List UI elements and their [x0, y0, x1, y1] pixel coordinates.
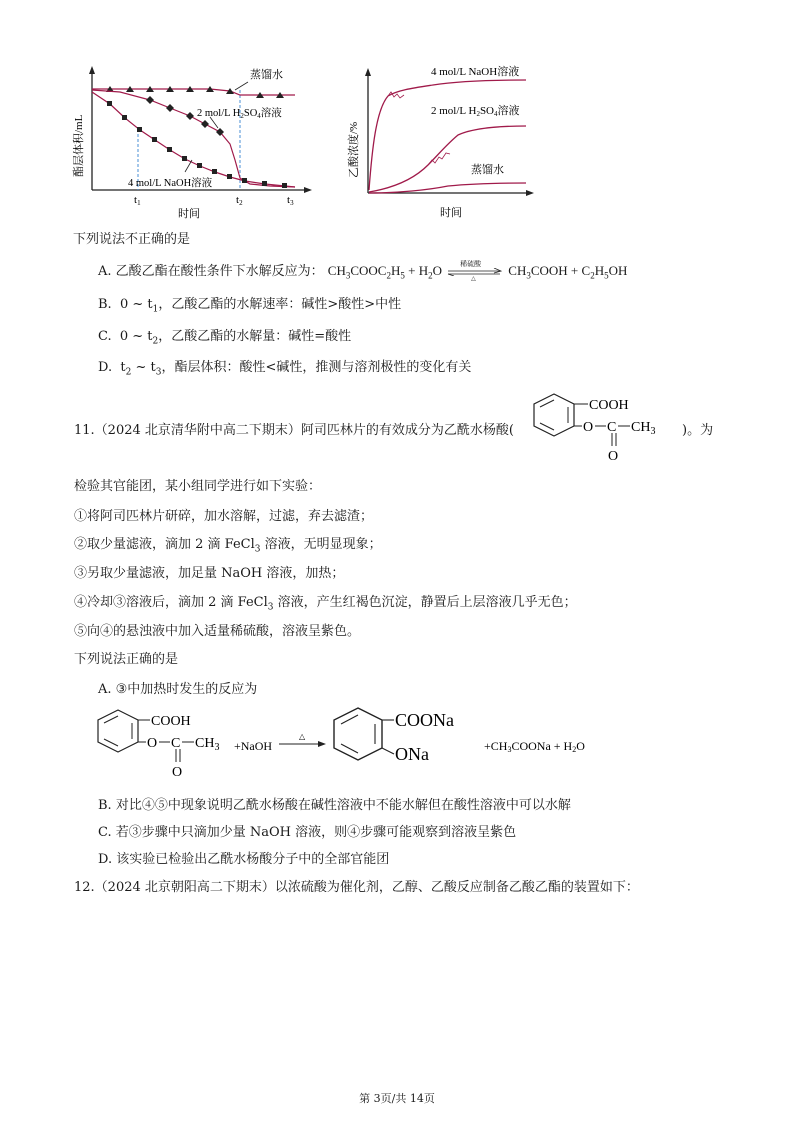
chart2-label-h2so4: 2 mol/L H2SO4溶液 — [431, 105, 520, 118]
arrow-bottom-label: △ — [471, 275, 476, 282]
aspirin-o: O — [583, 420, 594, 435]
product-rest: +CH3COONa + H2O — [484, 739, 585, 754]
reactant-ch3: $CH_3$ — [195, 736, 220, 753]
aspirin-ch3: $CH_3$ — [631, 420, 656, 437]
chart2-label-naoh: 4 mol/L NaOH溶液 — [431, 66, 520, 78]
q11-option-d: D. 该实验已检验出乙酰水杨酸分子中的全部官能团 — [98, 852, 390, 867]
q11-step-4: ④冷却③溶液后，滴加 2 滴 FeCl$_3$ 溶液，产生红褐色沉淀，静置后上层溶液几乎无色； — [74, 595, 577, 613]
arrow-icon — [318, 741, 326, 747]
chart-ester-volume — [70, 62, 320, 222]
aspirin-carbonyl-o: O — [608, 449, 619, 464]
q11-stem-part2: )。为 — [682, 423, 714, 438]
q10-stem: 下列说法不正确的是 — [73, 232, 191, 247]
page-footer: 第 3页/共 14页 — [359, 1092, 435, 1105]
chart1-label-naoh: 4 mol/L NaOH溶液 — [128, 178, 213, 189]
chart1-label-h2so4: 2 mol/L H2SO4溶液 — [197, 108, 282, 120]
chart1-tick-t1: t1 — [134, 194, 141, 207]
q10-option-a — [98, 262, 627, 285]
q11-step-1: ①将阿司匹林片研碎，加水溶解，过滤，弃去滤渣； — [74, 509, 374, 524]
chart2-xlabel: 时间 — [440, 207, 462, 219]
q11-step-3: ③另取少量滤液，加足量 NaOH 溶液，加热； — [74, 566, 345, 581]
reaction-arrow-label: △ — [299, 732, 306, 741]
chart1-label-water: 蒸馏水 — [250, 69, 283, 81]
q11-option-a: A. ③中加热时发生的反应为 — [98, 682, 258, 697]
chart2-ylabel: 乙酸浓度/% — [348, 121, 360, 178]
reaction-arrow-icon — [446, 262, 504, 280]
q11-option-b: B. 对比④⑤中现象说明乙酰水杨酸在碱性溶液中不能水解但在酸性溶液中可以水解 — [98, 798, 571, 813]
q10-option-d: D. $t_2$ ~ $t_3$，酯层体积：酸性<碱性，推测与溶剂极性的变化有关 — [98, 360, 472, 378]
q10-option-b: B. 0 ~ $t_1$，乙酸乙酯的水解速率：碱性>酸性>中性 — [98, 297, 402, 315]
aspirin-c: C — [607, 420, 617, 435]
q11-stem-line2: 检验其官能团，某小组同学进行如下实验： — [74, 479, 322, 494]
q10-option-c: C. 0 ~ $t_2$，乙酸乙酯的水解量：碱性=酸性 — [98, 329, 352, 347]
q11-step-5: ⑤向④的悬浊液中加入适量稀硫酸，溶液呈紫色。 — [74, 624, 361, 639]
aspirin-structure — [530, 386, 700, 466]
arrow-top-label: 稀硫酸 — [460, 260, 482, 268]
product-coona: COONa — [395, 710, 454, 730]
q11-question: 下列说法正确的是 — [74, 652, 179, 667]
reactant-c: C — [171, 736, 181, 751]
q10-option-a-equation-left: $CH_3COOC_2H_5 + H_2O$ — [327, 263, 442, 281]
q12-stem: 12.（2024 北京朝阳高二下期末）以浓硫酸为催化剂，乙醇、乙酸反应制备乙酸乙酯的装置如下： — [74, 880, 639, 895]
q10-option-a-equation-right: $CH_3COOH + C_2H_5OH$ — [508, 263, 628, 281]
reactant-o: O — [147, 736, 158, 751]
chart1-xlabel: 时间 — [178, 208, 200, 220]
chart2-label-water: 蒸馏水 — [471, 164, 504, 176]
aspirin-cooh: COOH — [589, 398, 629, 413]
reactant-cooh: COOH — [151, 714, 191, 729]
q11-option-c: C. 若③步骤中只滴加少量 NaOH 溶液，则④步骤可能观察到溶液呈紫色 — [98, 825, 517, 840]
q11-step-2: ②取少量滤液，滴加 2 滴 FeCl$_3$ 溶液，无明显现象； — [74, 537, 382, 555]
plus-naoh: +NaOH — [234, 739, 273, 753]
chart1-tick-t2: t2 — [236, 194, 243, 207]
q11-stem-part1: 11.（2024 北京清华附中高二下期末）阿司匹林片的有效成分为乙酰水杨酸( — [74, 423, 514, 438]
reactant-carbonyl-o: O — [172, 765, 183, 780]
chart-acid-concentration — [338, 60, 538, 220]
chart1-ylabel: 酯层体积/mL — [73, 114, 85, 177]
q11-reaction-equation — [96, 704, 626, 784]
product-ona: ONa — [395, 744, 429, 764]
chart1-tick-t3: t3 — [287, 194, 294, 207]
q10-option-a-text: A. 乙酸乙酯在酸性条件下水解反应为： — [98, 264, 324, 279]
